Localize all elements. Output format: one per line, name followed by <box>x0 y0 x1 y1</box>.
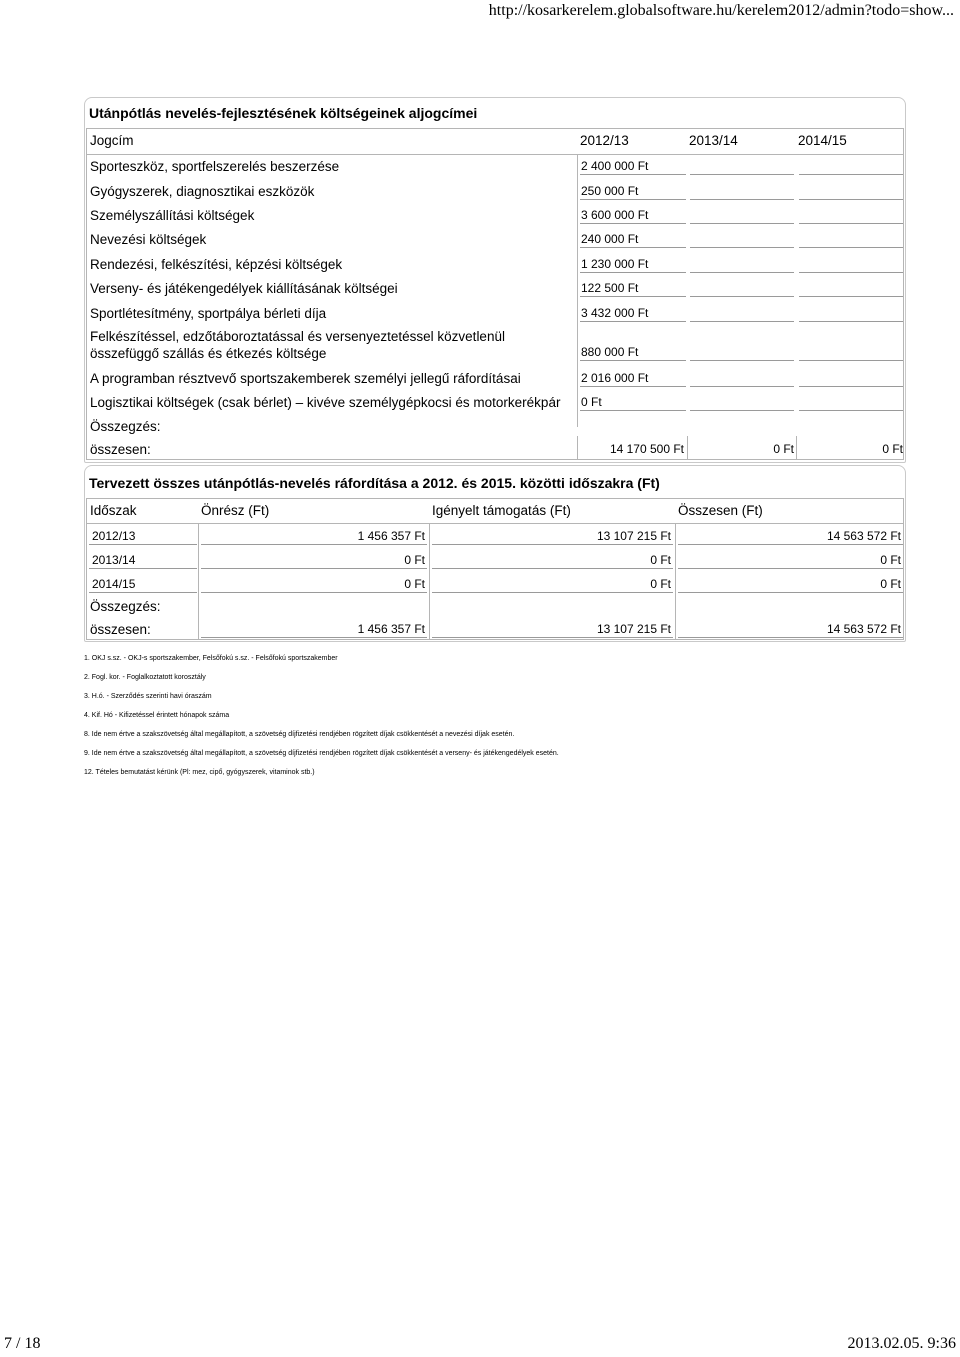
value-2013-14[interactable] <box>690 280 794 297</box>
total-tamogatas: 13 107 215 Ft <box>432 621 673 638</box>
footnote: 2. Fogl. kor. - Foglalkoztatott korosztály <box>84 674 206 681</box>
row-label: Logisztikai költségek (csak bérlet) – kivéve személygépkocsi és motorkerékpár <box>90 395 561 410</box>
tamogatas-value[interactable]: 0 Ft <box>432 576 673 593</box>
page-url: http://kosarkerelem.globalsoftware.hu/kerelem2012/admin?todo=show... <box>488 2 954 19</box>
value-2013-14[interactable] <box>690 231 794 248</box>
planned-totals-section <box>84 465 906 642</box>
planned-totals-table <box>86 498 904 640</box>
value-2014-15[interactable] <box>799 158 903 175</box>
period-label: 2014/15 <box>89 576 197 593</box>
value-2012-13[interactable]: 3 600 000 Ft <box>580 207 686 224</box>
summary-label: Összegzés: <box>90 599 161 614</box>
cost-subcategories-table <box>86 128 904 460</box>
footnote: 3. H.ó. - Szerződés szerinti havi óraszám <box>84 693 212 700</box>
total-onresz: 1 456 357 Ft <box>201 621 427 638</box>
col-header-2014-15: 2014/15 <box>798 133 847 148</box>
osszesen-value[interactable]: 0 Ft <box>678 576 903 593</box>
section-title: Tervezett összes utánpótlás-nevelés ráfordítása a 2012. és 2015. közötti időszakra (Ft) <box>89 475 660 491</box>
tamogatas-value[interactable]: 0 Ft <box>432 552 673 569</box>
col-header-tamogatas: Igényelt támogatás (Ft) <box>432 503 571 518</box>
value-2014-15[interactable] <box>799 280 903 297</box>
page-number: 7 / 18 <box>4 1335 41 1352</box>
value-2014-15[interactable] <box>799 207 903 224</box>
footnote: 8. Ide nem értve a szakszövetség által megállapított, a szövetség díjfizetési rendjében rögzített díjak csökkentését a nevezési díjak esetén. <box>84 731 515 738</box>
value-2012-13[interactable]: 0 Ft <box>580 394 686 411</box>
row-label: Sportlétesítmény, sportpálya bérleti díja <box>90 306 327 321</box>
col-header-jogcim: Jogcím <box>90 133 134 148</box>
value-2014-15[interactable] <box>799 394 903 411</box>
onresz-value[interactable]: 1 456 357 Ft <box>201 528 427 545</box>
summary-label: Összegzés: <box>90 419 161 434</box>
row-label: Sporteszköz, sportfelszerelés beszerzése <box>90 159 340 174</box>
footnote: 4. Kif. Hó - Kifizetéssel érintett hónapok száma <box>84 712 230 719</box>
total-2013-14: 0 Ft <box>773 442 794 456</box>
total-2012-13: 14 170 500 Ft <box>609 442 684 456</box>
total-2014-15: 0 Ft <box>882 442 903 456</box>
value-2013-14[interactable] <box>690 305 794 322</box>
onresz-value[interactable]: 0 Ft <box>201 552 427 569</box>
cost-subcategories-section <box>84 97 906 463</box>
value-2014-15[interactable] <box>799 183 903 200</box>
value-2013-14[interactable] <box>690 207 794 224</box>
value-2014-15[interactable] <box>799 231 903 248</box>
value-2014-15[interactable] <box>799 344 903 361</box>
print-datetime: 2013.02.05. 9:36 <box>847 1335 956 1352</box>
total-osszesen: 14 563 572 Ft <box>678 621 903 638</box>
value-2013-14[interactable] <box>690 394 794 411</box>
col-header-2013-14: 2013/14 <box>689 133 738 148</box>
value-2012-13[interactable]: 2 400 000 Ft <box>580 158 686 175</box>
row-label: A programban résztvevő sportszakemberek személyi jellegű ráfordításai <box>90 371 521 386</box>
osszesen-value[interactable]: 0 Ft <box>678 552 903 569</box>
value-2012-13[interactable]: 2 016 000 Ft <box>580 370 686 387</box>
value-2012-13[interactable]: 880 000 Ft <box>580 344 686 361</box>
section-title: Utánpótlás nevelés-fejlesztésének költségeinek aljogcímei <box>89 105 478 121</box>
value-2013-14[interactable] <box>690 256 794 273</box>
row-label: Személyszállítási költségek <box>90 208 255 223</box>
row-label: Nevezési költségek <box>90 232 207 247</box>
value-2012-13[interactable]: 1 230 000 Ft <box>580 256 686 273</box>
value-2013-14[interactable] <box>690 158 794 175</box>
total-label: összesen: <box>90 622 151 637</box>
value-2013-14[interactable] <box>690 344 794 361</box>
col-header-2012-13: 2012/13 <box>580 133 629 148</box>
value-2013-14[interactable] <box>690 183 794 200</box>
col-header-onresz: Önrész (Ft) <box>201 503 270 518</box>
value-2012-13[interactable]: 250 000 Ft <box>580 183 686 200</box>
row-label-continued: összefüggő szállás és étkezés költsége <box>90 346 327 361</box>
value-2012-13[interactable]: 3 432 000 Ft <box>580 305 686 322</box>
period-label: 2012/13 <box>89 528 197 545</box>
value-2014-15[interactable] <box>799 256 903 273</box>
value-2012-13[interactable]: 240 000 Ft <box>580 231 686 248</box>
row-label: Gyógyszerek, diagnosztikai eszközök <box>90 184 315 199</box>
footnote: 12. Tételes bemutatást kérünk (Pl: mez, cipő, gyógyszerek, vitaminok stb.) <box>84 769 315 776</box>
value-2014-15[interactable] <box>799 305 903 322</box>
row-label: Verseny- és játékengedélyek kiállításának költségei <box>90 281 398 296</box>
row-label: Rendezési, felkészítési, képzési költségek <box>90 257 343 272</box>
onresz-value[interactable]: 0 Ft <box>201 576 427 593</box>
value-2014-15[interactable] <box>799 370 903 387</box>
col-header-idoszak: Időszak <box>90 503 137 518</box>
col-header-osszesen: Összesen (Ft) <box>678 503 763 518</box>
value-2013-14[interactable] <box>690 370 794 387</box>
tamogatas-value[interactable]: 13 107 215 Ft <box>432 528 673 545</box>
footnote: 1. OKJ s.sz. - OKJ-s sportszakember, Felsőfokú s.sz. - Felsőfokú sportszakember <box>84 655 338 662</box>
value-2012-13[interactable]: 122 500 Ft <box>580 280 686 297</box>
row-label: Felkészítéssel, edzőtáboroztatással és versenyeztetéssel közvetlenül <box>90 329 505 344</box>
period-label: 2013/14 <box>89 552 197 569</box>
osszesen-value[interactable]: 14 563 572 Ft <box>678 528 903 545</box>
footnote: 9. Ide nem értve a szakszövetség által megállapított, a szövetség díjfizetési rendjében rögzített díjak csökkentését a verseny- és játékengedélyek esetén. <box>84 750 559 757</box>
total-label: összesen: <box>90 442 151 457</box>
